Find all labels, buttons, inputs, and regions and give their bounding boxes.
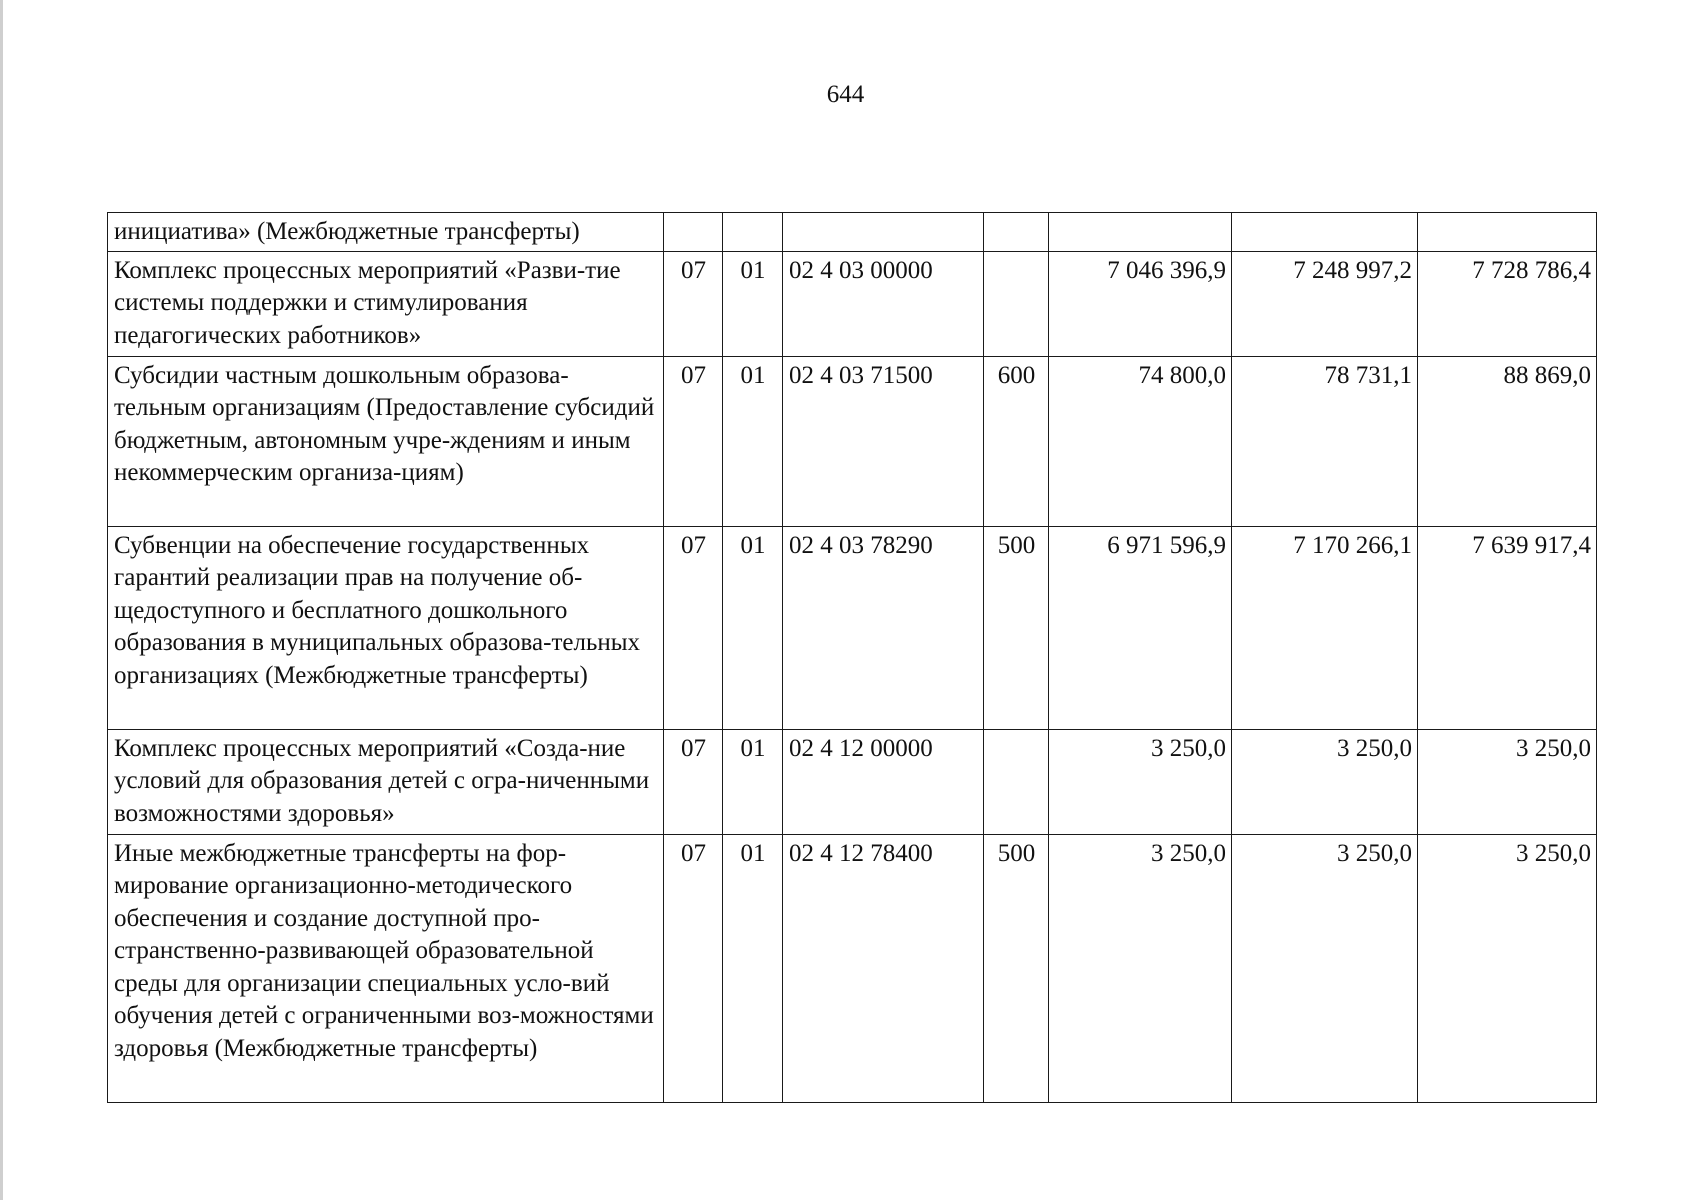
cell-amount-year3: 88 869,0 bbox=[1418, 356, 1597, 526]
budget-table bbox=[107, 212, 1597, 1103]
cell-amount-year2 bbox=[1232, 213, 1418, 252]
cell-subsection: 01 bbox=[723, 834, 783, 1102]
cell-amount-year3: 7 728 786,4 bbox=[1418, 251, 1597, 356]
cell-amount-year1: 7 046 396,9 bbox=[1049, 251, 1232, 356]
cell-amount-year3: 7 639 917,4 bbox=[1418, 526, 1597, 729]
cell-section: 07 bbox=[664, 251, 723, 356]
cell-amount-year2: 3 250,0 bbox=[1232, 729, 1418, 834]
cell-name: Иные межбюджетные трансферты на фор-мирование организационно-методического обеспечения и создание доступной про-странственно-развивающей образовательной среды для организации специальных усло-вий обучения детей с ограниченными воз-можностями здоровья (Межбюджетные трансферты) bbox=[108, 834, 664, 1102]
cell-expense-type: 500 bbox=[984, 834, 1049, 1102]
cell-section: 07 bbox=[664, 526, 723, 729]
table-row bbox=[108, 834, 1597, 1102]
cell-subsection: 01 bbox=[723, 356, 783, 526]
cell-amount-year3: 3 250,0 bbox=[1418, 834, 1597, 1102]
cell-section bbox=[664, 213, 723, 252]
page-number: 644 bbox=[826, 81, 865, 108]
cell-name: Субвенции на обеспечение государственных гарантий реализации прав на получение об-щедоступного и бесплатного дошкольного образования в муниципальных образова-тельных организациях (Межбюджетные трансферты) bbox=[108, 526, 664, 729]
cell-subsection bbox=[723, 213, 783, 252]
cell-expense-type: 600 bbox=[984, 356, 1049, 526]
table-row bbox=[108, 729, 1597, 834]
cell-expense-type bbox=[984, 729, 1049, 834]
cell-target-article bbox=[783, 213, 984, 252]
cell-amount-year2: 7 170 266,1 bbox=[1232, 526, 1418, 729]
cell-amount-year3 bbox=[1418, 213, 1597, 252]
cell-amount-year2: 78 731,1 bbox=[1232, 356, 1418, 526]
cell-target-article: 02 4 03 78290 bbox=[783, 526, 984, 729]
table-row bbox=[108, 526, 1597, 729]
scan-left-edge bbox=[0, 0, 3, 1200]
cell-name: Комплекс процессных мероприятий «Созда-ние условий для образования детей с огра-ниченными возможностями здоровья» bbox=[108, 729, 664, 834]
cell-name: инициатива» (Межбюджетные трансферты) bbox=[108, 213, 664, 252]
cell-amount-year1: 6 971 596,9 bbox=[1049, 526, 1232, 729]
cell-expense-type bbox=[984, 213, 1049, 252]
cell-expense-type: 500 bbox=[984, 526, 1049, 729]
table-row bbox=[108, 213, 1597, 252]
cell-target-article: 02 4 03 00000 bbox=[783, 251, 984, 356]
cell-expense-type bbox=[984, 251, 1049, 356]
cell-amount-year1: 74 800,0 bbox=[1049, 356, 1232, 526]
cell-subsection: 01 bbox=[723, 526, 783, 729]
cell-subsection: 01 bbox=[723, 729, 783, 834]
cell-name: Субсидии частным дошкольным образова-тельным организациям (Предоставление субсидий бюджетным, автономным учре-ждениям и иным некоммерческим организа-циям) bbox=[108, 356, 664, 526]
cell-target-article: 02 4 12 78400 bbox=[783, 834, 984, 1102]
cell-section: 07 bbox=[664, 729, 723, 834]
cell-name: Комплекс процессных мероприятий «Разви-тие системы поддержки и стимулирования педагогических работников» bbox=[108, 251, 664, 356]
cell-amount-year1: 3 250,0 bbox=[1049, 834, 1232, 1102]
cell-amount-year1 bbox=[1049, 213, 1232, 252]
cell-amount-year3: 3 250,0 bbox=[1418, 729, 1597, 834]
table-row bbox=[108, 251, 1597, 356]
cell-section: 07 bbox=[664, 834, 723, 1102]
cell-target-article: 02 4 03 71500 bbox=[783, 356, 984, 526]
cell-subsection: 01 bbox=[723, 251, 783, 356]
cell-amount-year2: 3 250,0 bbox=[1232, 834, 1418, 1102]
cell-amount-year1: 3 250,0 bbox=[1049, 729, 1232, 834]
cell-section: 07 bbox=[664, 356, 723, 526]
cell-target-article: 02 4 12 00000 bbox=[783, 729, 984, 834]
cell-amount-year2: 7 248 997,2 bbox=[1232, 251, 1418, 356]
table-row bbox=[108, 356, 1597, 526]
